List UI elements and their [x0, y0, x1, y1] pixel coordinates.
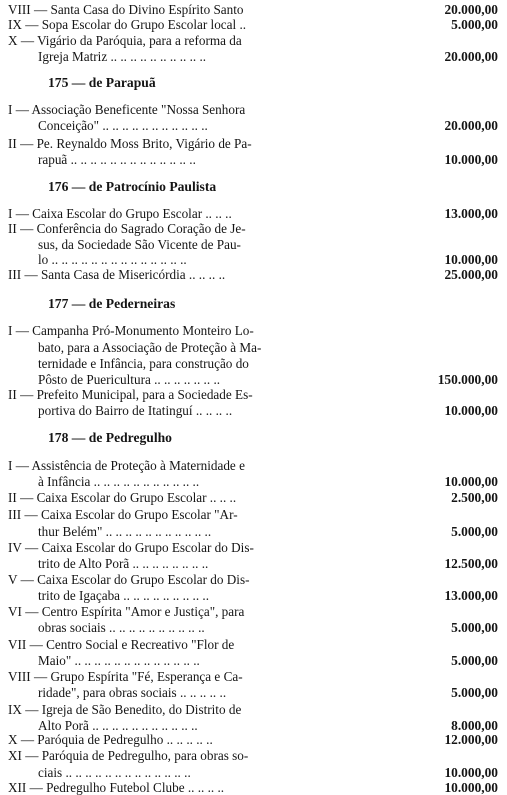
entry-text: rapuã .. .. .. .. .. .. .. .. .. .. .. .. ..	[38, 152, 196, 167]
entry-text: portiva do Bairro de Itatinguí .. .. .. ..	[38, 403, 233, 418]
entry-amount: 12.000,00	[444, 732, 498, 747]
entry-text: bato, para a Associação de Proteção à Ma-	[38, 340, 262, 355]
entry-text: VIII — Grupo Espírita "Fé, Esperança e Ca-	[8, 669, 243, 684]
entry-text: III — Caixa Escolar do Grupo Escolar "Ar-	[8, 507, 238, 522]
entry-amount: 5.000,00	[451, 17, 498, 32]
entry-text: ciais .. .. .. .. .. .. .. .. .. .. .. .. ..	[38, 765, 191, 780]
section-heading: 177 — de Pederneiras	[48, 296, 176, 311]
entry-amount: 10.000,00	[444, 765, 498, 780]
entry-text: Igreja Matriz .. .. .. .. .. .. .. .. .. ..	[38, 49, 207, 64]
entry-text: sus, da Sociedade São Vicente de Pau-	[38, 237, 241, 252]
entry-text: trito de Alto Porã .. .. .. .. .. .. .. ..	[38, 556, 209, 571]
entry-amount: 20.000,00	[444, 2, 498, 17]
entry-text: XI — Paróquia de Pedregulho, para obras so-	[8, 748, 249, 763]
entry-amount: 20.000,00	[444, 118, 498, 133]
entry-amount: 5.000,00	[451, 685, 498, 700]
section-heading: 175 — de Parapuã	[48, 75, 156, 90]
entry-text: II — Pe. Reynaldo Moss Brito, Vigário de Pa-	[8, 136, 252, 151]
entry-text: à Infância .. .. .. .. .. .. .. .. .. .. ..	[38, 474, 200, 489]
entry-text: IX — Igreja de São Benedito, do Distrito de	[8, 702, 242, 717]
entry-text: II — Conferência do Sagrado Coração de Je-	[8, 221, 246, 236]
entry-amount: 5.000,00	[451, 653, 498, 668]
section-heading: 176 — de Patrocínio Paulista	[48, 179, 217, 194]
entry-text: trito de Igaçaba .. .. .. .. .. .. .. .. ..	[38, 588, 210, 603]
entry-text: lo .. .. .. .. .. .. .. .. .. .. .. .. .. ..	[38, 252, 187, 267]
entry-text: IX — Sopa Escolar do Grupo Escolar local ..	[8, 17, 247, 32]
entry-text: VII — Centro Social e Recreativo "Flor de	[8, 637, 235, 652]
entry-amount: 20.000,00	[444, 49, 498, 64]
entry-amount: 2.500,00	[451, 490, 498, 505]
entry-text: ridade", para obras sociais .. .. .. .. ..	[38, 685, 227, 700]
entry-amount: 25.000,00	[444, 267, 498, 282]
entry-amount: 8.000,00	[451, 718, 498, 733]
entry-text: II — Prefeito Municipal, para a Sociedade Es-	[8, 387, 253, 402]
entry-text: V — Caixa Escolar do Grupo Escolar do Dis-	[8, 572, 250, 587]
entry-amount: 10.000,00	[444, 780, 498, 795]
entry-text: I — Caixa Escolar do Grupo Escolar .. .. ..	[8, 206, 232, 221]
entry-text: Pôsto de Puericultura .. .. .. .. .. .. ..	[38, 372, 221, 387]
section-heading: 178 — de Pedregulho	[48, 430, 172, 445]
entry-text: X — Vigário da Paróquia, para a reforma da	[8, 33, 242, 48]
entry-amount: 13.000,00	[444, 206, 498, 221]
entry-text: XII — Pedregulho Futebol Clube .. .. .. ..	[8, 780, 225, 795]
entry-text: obras sociais .. .. .. .. .. .. .. .. .. ..	[38, 620, 205, 635]
entry-text: thur Belém" .. .. .. .. .. .. .. .. .. .. ..	[38, 524, 212, 539]
entry-text: I — Assistência de Proteção à Maternidade e	[8, 458, 245, 473]
entry-text: IV — Caixa Escolar do Grupo Escolar do Dis-	[8, 540, 254, 555]
entry-text: Maio" .. .. .. .. .. .. .. .. .. .. .. .. ..	[38, 653, 200, 668]
entry-text: III — Santa Casa de Misericórdia .. .. .. ..	[8, 267, 226, 282]
entry-amount: 10.000,00	[444, 152, 498, 167]
entry-amount: 10.000,00	[444, 252, 498, 267]
entry-amount: 12.500,00	[444, 556, 498, 571]
entry-text: Conceição" .. .. .. .. .. .. .. .. .. .. ..	[38, 118, 208, 133]
entry-text: I — Campanha Pró-Monumento Monteiro Lo-	[8, 323, 254, 338]
entry-amount: 150.000,00	[437, 372, 498, 387]
entry-text: Alto Porã .. .. .. .. .. .. .. .. .. .. ..	[38, 718, 198, 733]
entry-amount: 5.000,00	[451, 524, 498, 539]
entry-amount: 5.000,00	[451, 620, 498, 635]
entry-text: X — Paróquia de Pedregulho .. .. .. .. ..	[8, 732, 213, 747]
entry-text: ternidade e Infância, para construção do	[38, 356, 249, 371]
entry-text: VIII — Santa Casa do Divino Espírito Santo	[8, 2, 244, 17]
entry-text: VI — Centro Espírita "Amor e Justiça", para	[8, 604, 245, 619]
entry-text: I — Associação Beneficente "Nossa Senhora	[8, 102, 246, 117]
entry-text: II — Caixa Escolar do Grupo Escolar .. .. ..	[8, 490, 237, 505]
entry-amount: 10.000,00	[444, 403, 498, 418]
entry-amount: 13.000,00	[444, 588, 498, 603]
entry-amount: 10.000,00	[444, 474, 498, 489]
